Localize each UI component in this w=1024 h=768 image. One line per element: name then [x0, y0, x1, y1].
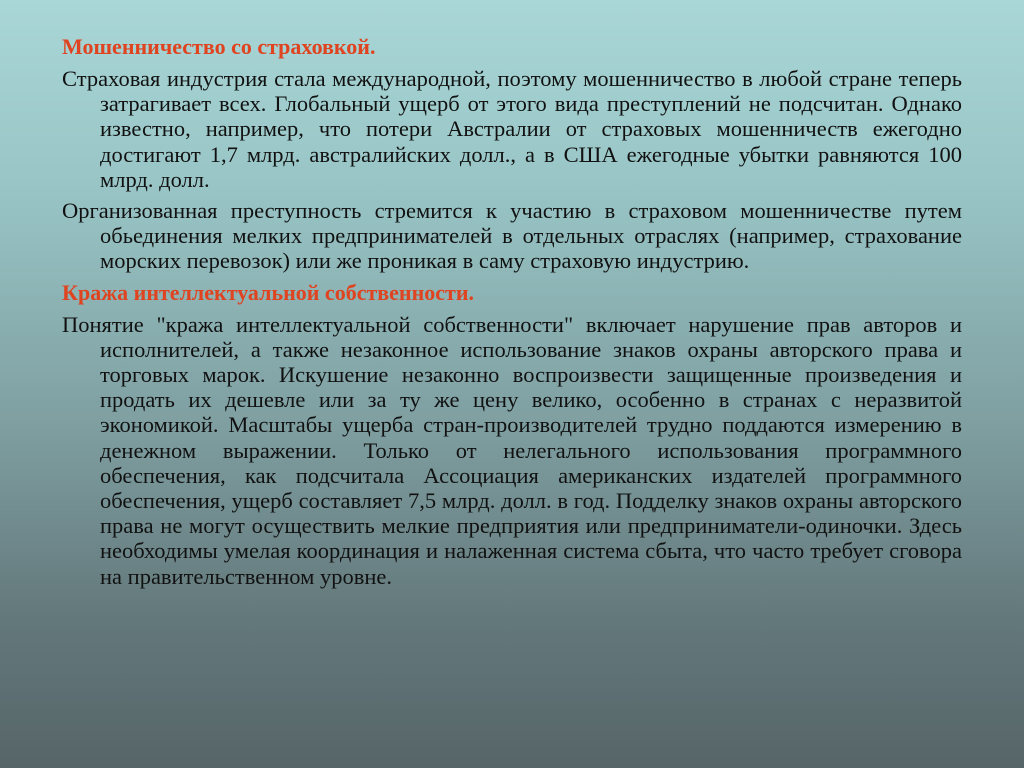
- paragraph-ip-theft: Понятие "кража интеллектуальной собственности" включает нарушение прав авторов и исполнителей, а также незаконное использование знаков охраны авторского права и торговых марок. Искушение незаконно воспроизвести защищенные произведения и продать их дешевле или за ту же цену велико, особенно в странах с неразвитой экономикой. Масштабы ущерба стран-производителей трудно поддаются измерению в денежном выражении. Только от нелегального использования программного обеспечения, как подсчитала Ассоциация американских издателей программного обеспечения, ущерб составляет 7,5 млрд. долл. в год. Подделку знаков охраны авторского права не могут осуществить мелкие предприятия или предприниматели-одиночки. Здесь необходимы умелая координация и налаженная система сбыта, что часто требует сговора на правительственном уровне.: [62, 311, 962, 589]
- paragraph-insurance-global: Страховая индустрия стала международной, поэтому мошенничество в любой стране теперь затрагивает всех. Глобальный ущерб от этого вида преступлений не подсчитан. Однако известно, например, что потери Австралии от страховых мошенничеств ежегодно достигают 1,7 млрд. австралийских долл., а в США ежегодные убытки равняются 100 млрд. долл.: [62, 66, 962, 192]
- heading-insurance-fraud: Мошенничество со страховкой.: [62, 34, 376, 59]
- heading-ip-theft: Кража интеллектуальной собственности.: [62, 279, 475, 305]
- paragraph-organized-crime: Организованная преступность стремится к участию в страховом мошенничестве путем обьединения мелких предпринимателей в отдельных отраслях (например, страхование морских перевозок) или же проникая в саму страховую индустрию.: [62, 198, 962, 274]
